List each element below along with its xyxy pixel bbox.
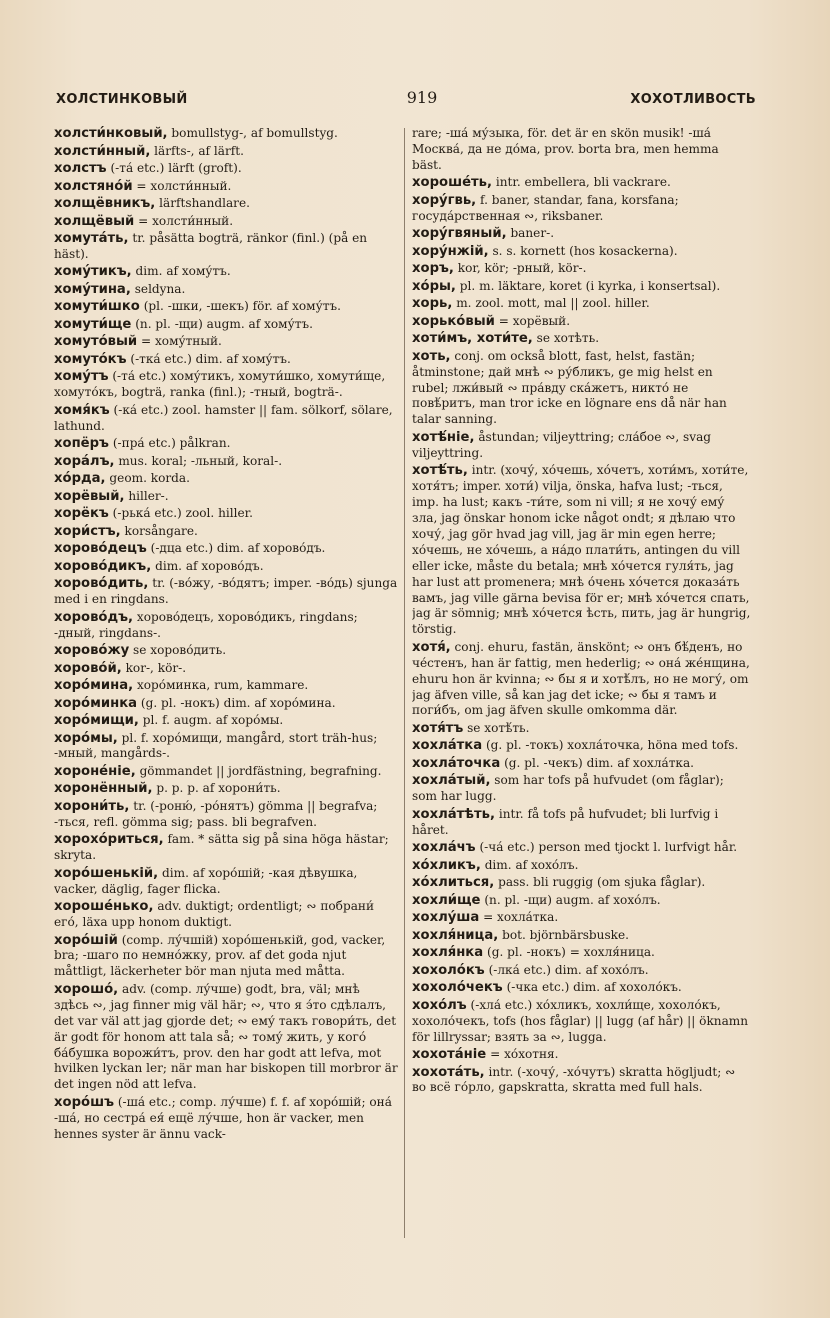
entry-headword: хорово́дить, <box>54 576 149 592</box>
entry-headword: хо́хликъ, <box>412 857 481 873</box>
entry-definition: m. zool. mott, mal || zool. hiller. <box>452 296 650 311</box>
entry-headword: хорово́дъ, <box>54 609 134 625</box>
dictionary-entry <box>412 910 752 926</box>
entry-definition: rare; -ша́ му́зыка, för. det är en skön musik! -ша́ Москва́, да не до́ма, prov. borta bra, men hemma bäst. <box>412 126 719 172</box>
entry-headword: хорёвый, <box>54 488 125 504</box>
entry-definition: intr. (-хочу́, -хо́чутъ) skratta högljudt; ∾ во всё го́рло, gapskratta, skratta med full hals. <box>412 1064 736 1095</box>
entry-definition: bomullstyg-, af bomullstyg. <box>167 126 338 140</box>
dictionary-entry <box>54 1095 398 1143</box>
dictionary-entry <box>412 998 752 1046</box>
dictionary-entry <box>412 226 752 242</box>
entry-headword: хому́тикъ, <box>54 264 132 280</box>
dictionary-entry <box>54 471 398 487</box>
dictionary-entry <box>54 317 398 333</box>
entry-headword: хохла́тка <box>412 738 483 754</box>
dictionary-entry <box>54 643 398 659</box>
dictionary-entry <box>54 524 398 540</box>
dictionary-entry <box>54 576 398 608</box>
dictionary-entry <box>54 403 398 435</box>
dictionary-entry <box>412 331 752 347</box>
dictionary-entry <box>54 506 398 522</box>
entry-definition: tr. påsätta bogträ, ränkor (finl.) (på en häst). <box>54 231 368 261</box>
entry-definition: som har tofs på hufvudet (om fåglar); som har lugg. <box>412 773 724 804</box>
dictionary-entry <box>54 369 398 401</box>
entry-definition: (-ча́ etc.) person med tjockt l. lurfvigt hår. <box>475 840 738 855</box>
entry-definition: pl. f. хоро́мищи, mangård, stort träh-hus; -мный, mangårds-. <box>54 730 378 761</box>
entry-headword: хорохо́риться, <box>54 832 164 848</box>
entry-definition: = хохла́тка. <box>479 910 559 925</box>
dictionary-entry <box>54 282 398 298</box>
entry-definition: mus. koral; -льный, koral-. <box>114 453 283 468</box>
entry-definition: = хому́тный. <box>137 334 222 349</box>
page-number: 919 <box>406 88 438 107</box>
entry-definition: gömmandet || jordfästning, begrafning. <box>135 763 382 778</box>
entry-definition: (-ка́ etc.) zool. hamster || fam. sölkorf, sölare, lathund. <box>54 402 393 433</box>
entry-headword: хохота́ть, <box>412 1064 485 1080</box>
entry-headword: хороше́нько, <box>54 899 154 915</box>
entry-definition: dim. af хоро́шій; -кая дѣвушка, vacker, däglig, fager flicka. <box>54 865 358 896</box>
entry-headword: хоро́мы, <box>54 730 118 746</box>
dictionary-entry <box>54 713 398 729</box>
entry-definition: conj. om också blott, fast, helst, fastän; åtminstone; дай мнѣ ∾ ру́бликъ, ge mig helst en rubel; лжи́вый ∾ пра́вду ска́жетъ, никто́ не повѣ́ритъ, man tror icke en lögnare ens då när han talar sanning. <box>412 348 727 427</box>
entry-definition: intr. embellera, bli vackrare. <box>492 175 671 190</box>
entry-headword: хотѣ́ніе, <box>412 429 475 445</box>
entry-definition: bot. björnbärsbuske. <box>498 927 629 942</box>
dictionary-entry <box>412 945 752 961</box>
entry-definition: (-дца etc.) dim. af хорово́дъ. <box>146 541 326 556</box>
entry-headword: хору́нжій, <box>412 243 489 259</box>
entry-headword: хоро́мина, <box>54 678 134 694</box>
entry-headword: хоро́мищи, <box>54 713 139 729</box>
entry-headword: хоро́шій <box>54 932 118 948</box>
entry-headword: хоро́шъ <box>54 1094 114 1110</box>
entry-definition: (-пра́ etc.) pålkran. <box>108 436 231 451</box>
entry-headword: хорько́вый <box>412 313 495 329</box>
entry-headword: хорь, <box>412 296 453 312</box>
entry-headword: хоронённый, <box>54 781 153 797</box>
header-first-headword: ХОЛСТИНКОВЫЙ <box>56 92 188 107</box>
entry-definition: se хотѣ́ть. <box>463 720 530 735</box>
entry-headword: хомя́къ <box>54 402 110 418</box>
entry-definition: pl. f. augm. af хоро́мы. <box>138 713 284 728</box>
entry-headword: холщёвый <box>54 213 135 229</box>
entry-definition: хорово́децъ, хорово́дикъ, ringdans; -дный, ringdans-. <box>54 609 358 640</box>
entry-headword: хотя́тъ <box>412 720 464 736</box>
entry-headword: хороше́ть, <box>412 175 493 191</box>
entry-headword: хоръ, <box>412 261 454 277</box>
entry-headword: хохоло́чекъ <box>412 980 503 996</box>
entry-definition: = хо́хотня. <box>486 1047 559 1062</box>
entry-headword: хоро́шенькій, <box>54 865 159 881</box>
entry-headword: холщёвникъ, <box>54 196 156 211</box>
entry-definition: = холсти́нный. <box>132 178 232 193</box>
dictionary-entry <box>54 781 398 797</box>
entry-definition: (-хла́ etc.) хо́хликъ, хохли́ще, хохоло́къ, хохоло́чекъ, tofs (hos fåglar) || lugg (af hår) || öknamn för lillryssar; взять за ∾, lugga. <box>412 997 749 1044</box>
dictionary-entry <box>412 893 752 909</box>
dictionary-entry <box>54 559 398 575</box>
entry-definition: s. s. kornett (hos kosackerna). <box>488 243 678 258</box>
dictionary-entry <box>54 866 398 898</box>
dictionary-entry <box>54 899 398 931</box>
entry-headword: хорово́децъ <box>54 541 147 557</box>
dictionary-entry <box>54 231 398 263</box>
dictionary-entry <box>54 299 398 315</box>
entry-headword: хорёкъ <box>54 506 109 522</box>
entry-headword: хорово́й, <box>54 660 122 676</box>
dictionary-entry <box>54 196 398 212</box>
entry-headword: хора́лъ, <box>54 453 115 469</box>
entry-definition: korsångare. <box>120 523 198 538</box>
dictionary-entry <box>412 858 752 874</box>
entry-definition: dim. af хорово́дъ. <box>151 558 264 573</box>
entry-headword: хо́ры, <box>412 278 456 294</box>
dictionary-entry <box>54 933 398 981</box>
entry-definition: lärftshandlare. <box>155 196 250 210</box>
dictionary-entry <box>412 840 752 856</box>
dictionary-entry <box>54 610 398 642</box>
entry-headword: хору́гвяный, <box>412 226 507 242</box>
dictionary-entry <box>412 244 752 260</box>
entry-definition: fam. * sätta sig på sina höga hästar; skryta. <box>54 832 389 863</box>
dictionary-entry <box>412 175 752 191</box>
entry-headword: хохля́нка <box>412 945 484 961</box>
entry-definition: adv. (comp. лу́чше) godt, bra, väl; мнѣ здѣсь ∾, jag finner mig väl här; ∾, что я э́то сдѣлалъ, det var väl att jag gjorde det; ∾ ему́ такъ говори́ть, det är godt för honom att tala så; ∾ тому́ жить, у кого́ ба́бушка ворожи́тъ, prov. den har godt att lefva, mot hvilken lyckan ler; när man har biskopen till morbror är det ingen nöd att lefva. <box>54 981 398 1092</box>
entry-definition: (-ша́ etc.; comp. лу́чше) f. f. af хоро́шій; она́ -ша́, но сестра́ ея́ ещё лу́чше, hon är vacker, men hennes syster är ännu vack- <box>54 1094 392 1141</box>
dictionary-entry <box>412 756 752 772</box>
entry-definition: conj. ehuru, fastän, änskönt; ∾ онъ бѣ́денъ, но че́стенъ, han är fattig, men hederlig; ∾ она́ же́нщина, ehuru hon är kvinna; ∾ бы я и хотѣ́лъ, но не могу́, om jag äfven ville, så kan jag det icke; ∾ бы я тамъ и поги́бъ, om jag äfven skulle omkomma där. <box>412 639 750 718</box>
entry-definition: p. p. p. af хорони́ть. <box>152 781 281 796</box>
entry-definition: f. baner, standar, fana, korsfana; госуда́рственная ∾, riksbaner. <box>412 192 679 223</box>
dictionary-entry <box>412 314 752 330</box>
entry-definition: хоро́минка, rum, kammare. <box>133 678 309 693</box>
entry-definition: intr. (хочу́, хо́чешь, хо́четъ, хоти́мъ, хоти́те, хотя́тъ; imper. хоти́) vilja, önska, hafva lust; -ться, imp. ha lust; какъ -ти́те, som ni vill; я не хочу́ ему́ зла, jag önskar honom icke något ondt; я дѣлаю что хочу́, jag gör hvad jag vill, jag är min egen herre; хо́чешь, не хо́чешь, а на́до плати́ть, antingen du vill eller icke, måste du betala; мнѣ хо́чется гуля́ть, jag har lust att promenera; мнѣ о́чень хо́чется доказа́ть вамъ, jag ville gärna bevisa för er; мнѣ хо́чется спать, jag är sömnig; мнѣ хо́чется ѣсть, пить, jag är hungrig, törstig. <box>412 463 751 637</box>
entry-definition: pass. bli ruggig (om sjuka fåglar). <box>494 875 706 890</box>
dictionary-entry <box>54 334 398 350</box>
entry-definition: (-чка etc.) dim. af хохоло́къ. <box>502 980 682 995</box>
entry-definition: (pl. -шки, -шекъ) för. af хому́тъ. <box>139 299 341 314</box>
dictionary-entry <box>412 463 752 638</box>
dictionary-entry <box>54 832 398 864</box>
entry-definition: (-лка́ etc.) dim. af хохо́лъ. <box>484 962 649 977</box>
entry-definition: (n. pl. -щи) augm. af хохо́лъ. <box>480 892 661 907</box>
entry-definition: (g. pl. -чекъ) dim. af хохла́тка. <box>500 755 695 770</box>
dictionary-entry <box>54 161 398 177</box>
entry-definition: (n. pl. -щи) augm. af хому́тъ. <box>131 316 313 331</box>
entry-headword: хомута́ть, <box>54 231 129 246</box>
entry-headword: хороне́ніе, <box>54 763 136 779</box>
dictionary-entry <box>412 279 752 295</box>
entry-definition: dim. af хохо́лъ. <box>480 857 579 872</box>
dictionary-entry <box>412 773 752 805</box>
dictionary-entry <box>54 982 398 1093</box>
entry-definition: åstundan; viljeyttring; сла́бое ∾, svag viljeyttring. <box>412 429 712 460</box>
dictionary-entry <box>54 799 398 831</box>
dictionary-entry <box>54 179 398 195</box>
entry-headword: хоти́мъ, хоти́те, <box>412 331 533 347</box>
entry-headword: хому́тина, <box>54 281 131 297</box>
entry-definition: (-рька́ etc.) zool. hiller. <box>108 506 253 521</box>
entry-headword: хоро́минка <box>54 695 138 711</box>
entry-headword: хорово́дикъ, <box>54 558 152 574</box>
entry-headword: хохли́ще <box>412 892 481 908</box>
dictionary-entry <box>412 349 752 429</box>
entry-headword: холстъ <box>54 161 107 176</box>
entry-headword: хорово́жу <box>54 643 130 659</box>
dictionary-entry <box>412 1065 752 1097</box>
entry-definition: (-тка́ etc.) dim. af хому́тъ. <box>126 351 291 366</box>
entry-headword: хохля́ница, <box>412 927 499 943</box>
entry-definition: lärfts-, af lärft. <box>150 143 244 158</box>
dictionary-entry <box>412 261 752 277</box>
page-header <box>56 88 756 112</box>
entry-headword: хохоло́къ <box>412 962 485 978</box>
dictionary-entry <box>54 436 398 452</box>
dictionary-entry <box>54 764 398 780</box>
entry-definition: baner-. <box>506 226 555 241</box>
entry-definition: (g. pl. -нокъ) dim. af хоро́мина. <box>137 695 336 710</box>
dictionary-entry <box>412 875 752 891</box>
entry-headword: хохла́тѣть, <box>412 806 495 822</box>
dictionary-entry <box>412 963 752 979</box>
entry-definition: se хотѣть. <box>532 331 600 346</box>
dictionary-entry <box>54 661 398 677</box>
entry-headword: хохла́точка <box>412 755 501 771</box>
entry-headword: хо́рда, <box>54 471 106 487</box>
entry-definition: adv. duktigt; ordentligt; ∾ побрани́ его́, läxa upp honom duktigt. <box>54 899 375 930</box>
entry-headword: холсти́нный, <box>54 143 151 159</box>
column-divider <box>404 128 405 1238</box>
entry-definition: geom. korda. <box>105 471 190 486</box>
dictionary-entry <box>412 738 752 754</box>
dictionary-entry <box>54 264 398 280</box>
dictionary-entry <box>412 126 752 174</box>
dictionary-entry <box>54 678 398 694</box>
dictionary-entry <box>412 1047 752 1063</box>
entry-definition: intr. få tofs på hufvudet; bli lurfvig i håret. <box>412 806 719 837</box>
dictionary-entry <box>54 696 398 712</box>
entry-headword: хотѣ́ть, <box>412 463 468 479</box>
entry-definition: pl. m. läktare, koret (i kyrka, i konsertsal). <box>455 278 721 293</box>
entry-headword: хору́гвь, <box>412 192 477 208</box>
dictionary-entry <box>412 928 752 944</box>
entry-headword: холстяно́й <box>54 178 133 194</box>
entry-headword: хохла́чъ <box>412 840 476 856</box>
dictionary-entry <box>54 541 398 557</box>
dictionary-entry <box>412 296 752 312</box>
dictionary-entry <box>412 640 752 720</box>
dictionary-entry <box>412 807 752 839</box>
entry-headword: хомуто́къ <box>54 351 127 367</box>
entry-headword: хохла́тый, <box>412 773 491 789</box>
entry-definition: (g. pl. -нокъ) = хохля́ница. <box>483 945 655 960</box>
entry-definition: hiller-. <box>124 488 169 503</box>
entry-definition: tr. (-роню́, -ро́нятъ) gömma || begrafva; -ться, refl. gömma sig; pass. bli begrafven. <box>54 798 378 829</box>
dictionary-entry <box>412 721 752 737</box>
entry-headword: холсти́нковый, <box>54 126 168 141</box>
dictionary-entry <box>54 144 398 160</box>
dictionary-entry <box>54 489 398 505</box>
entry-definition: kor-, kör-. <box>121 660 187 675</box>
entry-headword: хорошо́, <box>54 981 119 997</box>
right-column <box>412 126 752 1246</box>
entry-definition: kor, kör; -рный, kör-. <box>453 261 587 276</box>
dictionary-entry <box>54 214 398 230</box>
entry-headword: хохота́ніе <box>412 1047 487 1063</box>
entry-definition: (g. pl. -токъ) хохла́точка, höna med tofs. <box>482 738 739 753</box>
header-last-headword: ХОХОТЛИВОСТЬ <box>630 92 756 107</box>
dictionary-entry <box>54 126 398 142</box>
entry-headword: хохо́лъ <box>412 997 467 1013</box>
dictionary-entry <box>412 980 752 996</box>
entry-headword: хомути́ще <box>54 316 132 332</box>
entry-definition: seldyna. <box>130 281 186 296</box>
entry-headword: хоть, <box>412 348 451 364</box>
dictionary-entry <box>54 352 398 368</box>
entry-definition: = хорёвый. <box>494 313 571 328</box>
entry-definition: se хорово́дить. <box>129 643 227 658</box>
entry-headword: хохлу́ша <box>412 910 480 926</box>
entry-definition: = холсти́нный. <box>134 213 234 228</box>
entry-definition: (-та́ etc.) хому́тикъ, хомути́шко, хомути́ще, хомуто́къ, bogträ, ranka (finl.); -тный, bogträ-. <box>54 369 386 400</box>
dictionary-entry <box>54 731 398 763</box>
entry-headword: хорони́ть, <box>54 798 130 814</box>
dictionary-entry <box>412 193 752 225</box>
dictionary-entry <box>412 430 752 462</box>
entry-definition: tr. (-во́жу, -во́дятъ; imper. -во́дь) sjunga med i en ringdans. <box>54 576 398 607</box>
entry-definition: (-та́ etc.) lärft (groft). <box>106 161 242 175</box>
entry-headword: хо́хлиться, <box>412 875 495 891</box>
left-column <box>54 126 398 1246</box>
entry-headword: хотя́, <box>412 639 451 655</box>
entry-headword: хомути́шко <box>54 299 140 315</box>
entry-headword: хомуто́вый <box>54 334 138 350</box>
entry-headword: хори́стъ, <box>54 523 121 539</box>
entry-definition: dim. af хому́тъ. <box>131 264 231 279</box>
entry-definition: (comp. лу́чшій) хоро́шенькій, god, vacker, bra; -шаго по немно́жку, prov. af det goda njut måttligt, läckerheter bör man njuta med måtta. <box>54 932 386 979</box>
entry-headword: хому́тъ <box>54 369 109 385</box>
entry-headword: хопёръ <box>54 436 109 452</box>
dictionary-entry <box>54 454 398 470</box>
